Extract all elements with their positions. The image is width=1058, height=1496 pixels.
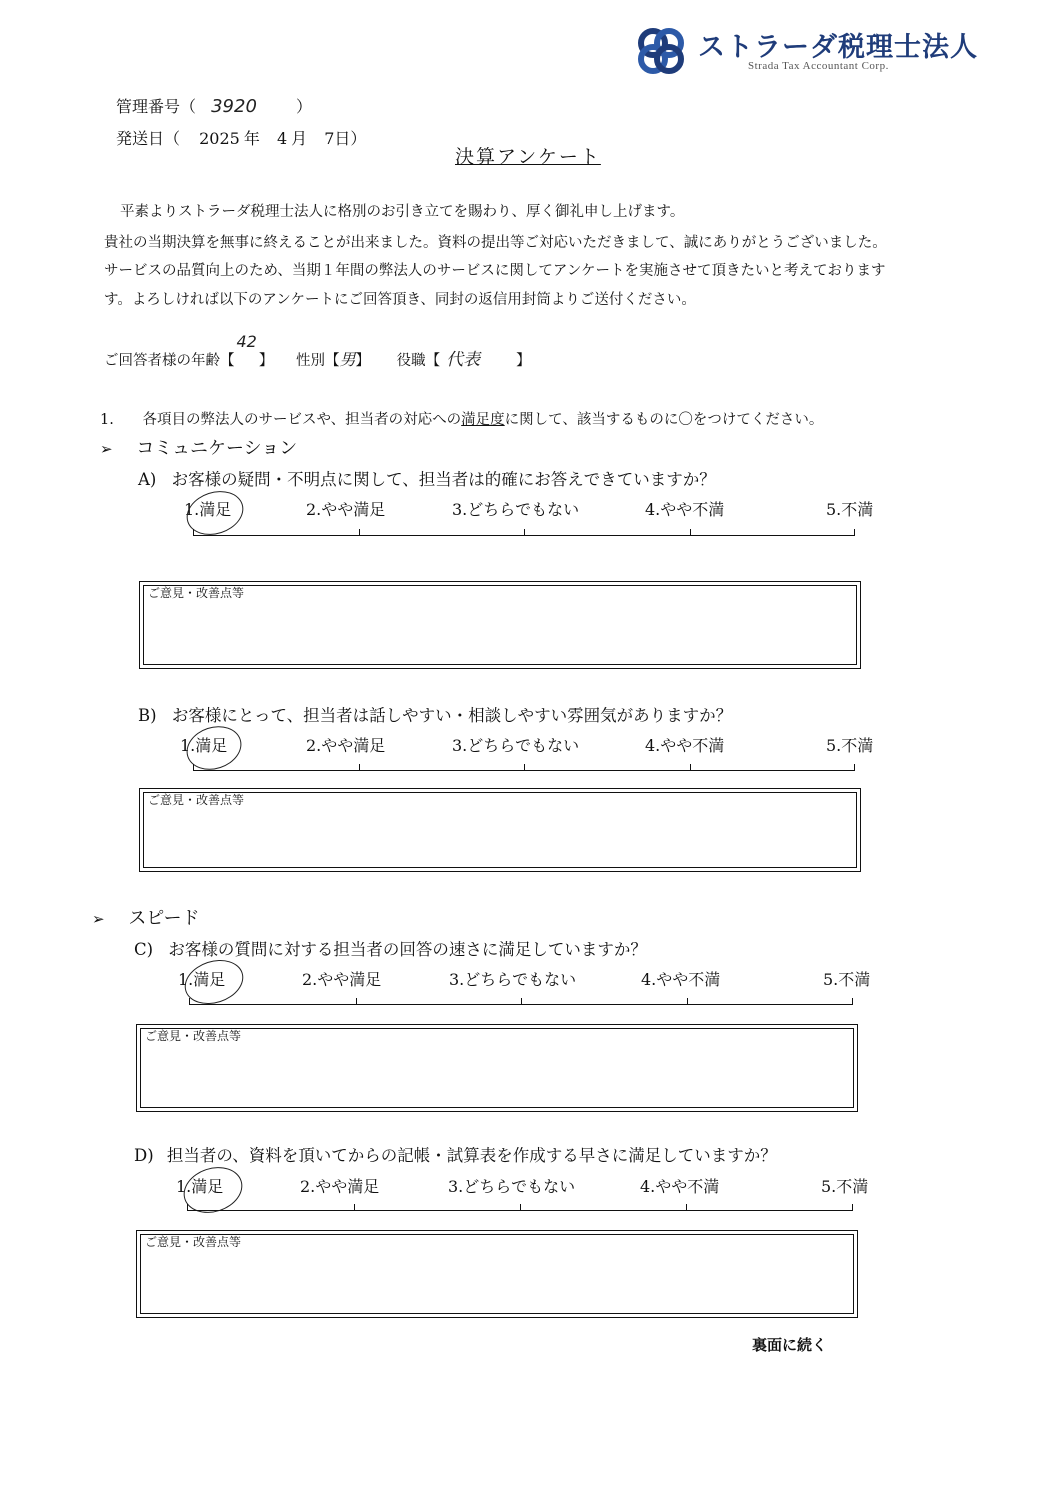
instruction: [100, 408, 823, 429]
scale-line-d: [187, 1210, 853, 1211]
scale-tick: [854, 764, 855, 770]
management-number: [116, 94, 312, 117]
gender-label: 性別【: [295, 353, 340, 369]
section-speed: [92, 904, 200, 930]
question-d-label: D): [134, 1146, 154, 1165]
age-value: 42: [236, 332, 257, 351]
intro-line-4: す。よろしければ以下のアンケートにご回答頂き、同封の返信用封筒よりご送付ください。: [104, 292, 696, 308]
management-close: ）: [296, 97, 313, 116]
option-d-3[interactable]: 3.どちらでもない: [448, 1177, 576, 1196]
scale-tick: [852, 1204, 853, 1210]
question-b: [138, 702, 732, 726]
scale-tick: [193, 764, 194, 770]
intro-line-2: 貴社の当期決算を無事に終えることが出来ました。資料の提出等ご対応いただきまして、誠にありがとうございました。: [104, 235, 887, 251]
section-communication-title: コミュニケーション: [136, 438, 298, 459]
role-value: 代表: [446, 350, 481, 370]
scale-tick: [193, 529, 194, 535]
scale-tick: [520, 1204, 521, 1210]
option-d-4[interactable]: 4.やや不満: [640, 1177, 720, 1196]
question-c-label: C): [134, 940, 154, 959]
option-c-5[interactable]: 5.不満: [823, 970, 871, 989]
selected-mark-a: [181, 484, 249, 542]
option-a-1[interactable]: 1.満足: [184, 500, 232, 519]
selected-mark-b: [181, 719, 247, 776]
option-b-5[interactable]: 5.不満: [826, 736, 874, 755]
company-name: ストラーダ税理士法人: [698, 32, 978, 63]
scale-tick: [189, 998, 190, 1004]
role-close: 】: [516, 353, 531, 369]
gender-close: 】: [355, 353, 370, 369]
scale-tick: [354, 1204, 355, 1210]
send-date-month: 4: [276, 129, 288, 148]
scale-tick: [524, 764, 525, 770]
instruction-text-before: 各項目の弊法人のサービスや、担当者の対応への: [142, 412, 462, 428]
month-unit: 月: [291, 129, 308, 148]
comment-box-inner: [143, 585, 857, 665]
scale-tick: [356, 998, 357, 1004]
scale-tick: [690, 529, 691, 535]
question-b-text: お客様にとって、担当者は話しやすい・相談しやすい雰囲気がありますか？: [171, 706, 733, 725]
company-logo-icon: [632, 22, 690, 80]
option-d-5[interactable]: 5.不満: [821, 1177, 869, 1196]
option-a-3[interactable]: 3.どちらでもない: [452, 500, 580, 519]
comment-label: ご意見・改善点等: [145, 1235, 242, 1249]
question-a-label: A): [138, 470, 157, 489]
age-close: 】: [258, 353, 274, 369]
continue-note: 裏面に続く: [752, 1336, 828, 1354]
role-label: 役職【: [396, 353, 441, 369]
section-speed-title: スピード: [128, 908, 200, 929]
comment-box-inner: [143, 792, 857, 868]
scale-line-a: [193, 535, 855, 536]
arrow-icon: ➢: [92, 910, 105, 928]
option-b-3[interactable]: 3.どちらでもない: [452, 736, 580, 755]
option-b-2[interactable]: 2.やや満足: [306, 736, 386, 755]
scale-tick: [852, 998, 853, 1004]
question-b-label: B): [138, 706, 157, 725]
company-subtitle: Strada Tax Accountant Corp.: [748, 60, 889, 72]
comment-label: ご意見・改善点等: [148, 586, 245, 600]
management-value: 3920: [211, 96, 257, 117]
instruction-text-after: に関して、該当するものに〇をつけてください。: [504, 412, 824, 428]
option-c-4[interactable]: 4.やや不満: [641, 970, 721, 989]
selected-mark-d: [178, 1160, 249, 1220]
instruction-number: 1.: [100, 412, 114, 428]
age-label: ご回答者様の年齢【: [104, 353, 235, 369]
scale-tick: [359, 529, 360, 535]
scale-tick: [690, 764, 691, 770]
scale-tick: [687, 998, 688, 1004]
question-a: [138, 466, 716, 490]
scale-tick: [524, 529, 525, 535]
gender-value: 男: [339, 350, 356, 369]
respondent-info: [104, 332, 531, 370]
arrow-icon: ➢: [100, 440, 113, 458]
option-a-4[interactable]: 4.やや不満: [645, 500, 725, 519]
comment-label: ご意見・改善点等: [148, 793, 245, 807]
instruction-text-underlined: 満足度: [461, 412, 505, 428]
scale-tick: [686, 1204, 687, 1210]
option-b-4[interactable]: 4.やや不満: [645, 736, 725, 755]
day-unit: 日）: [334, 129, 367, 148]
question-a-text: お客様の疑問・不明点に関して、担当者は的確にお答えできていますか？: [171, 470, 716, 489]
scale-tick: [854, 529, 855, 535]
option-d-1[interactable]: 1.満足: [176, 1177, 224, 1196]
scale-line-c: [189, 1004, 853, 1005]
option-a-5[interactable]: 5.不満: [826, 500, 874, 519]
scale-tick: [521, 998, 522, 1004]
option-a-2[interactable]: 2.やや満足: [306, 500, 386, 519]
comment-box-inner: [140, 1028, 854, 1108]
send-date-day: 7: [324, 129, 335, 148]
option-c-2[interactable]: 2.やや満足: [302, 970, 382, 989]
intro-line-1: 平素よりストラーダ税理士法人に格別のお引き立てを賜わり、厚く御礼申し上げます。: [120, 204, 685, 220]
scale-tick: [359, 764, 360, 770]
management-label: 管理番号（: [116, 97, 197, 116]
option-d-2[interactable]: 2.やや満足: [300, 1177, 380, 1196]
comment-box-inner: [140, 1234, 854, 1314]
question-c-text: お客様の質問に対する担当者の回答の速さに満足していますか？: [168, 940, 647, 959]
send-date: [116, 126, 366, 149]
option-c-1[interactable]: 1.満足: [178, 970, 226, 989]
comment-box-d[interactable]: [136, 1230, 858, 1318]
scale-line-b: [193, 770, 855, 771]
comment-box-a[interactable]: [139, 581, 861, 669]
question-d: [134, 1142, 777, 1166]
question-c: [134, 936, 647, 960]
question-d-text: 担当者の、資料を頂いてからの記帳・試算表を作成する早さに満足していますか？: [166, 1146, 777, 1165]
option-b-1[interactable]: 1.満足: [180, 736, 228, 755]
comment-box-c[interactable]: [136, 1024, 858, 1112]
intro-line-3: サービスの品質向上のため、当期１年間の弊法人のサービスに関してアンケートを実施させて頂きたいと考えております: [104, 263, 886, 279]
scale-tick: [187, 1204, 188, 1210]
send-date-year: 2025: [199, 129, 240, 148]
comment-box-b[interactable]: [139, 788, 861, 872]
year-unit: 年: [243, 129, 260, 148]
send-date-label: 発送日（: [116, 129, 181, 148]
section-communication: [100, 434, 297, 460]
option-c-3[interactable]: 3.どちらでもない: [449, 970, 577, 989]
comment-label: ご意見・改善点等: [145, 1029, 242, 1043]
page-title: 決算アンケート: [455, 146, 601, 168]
